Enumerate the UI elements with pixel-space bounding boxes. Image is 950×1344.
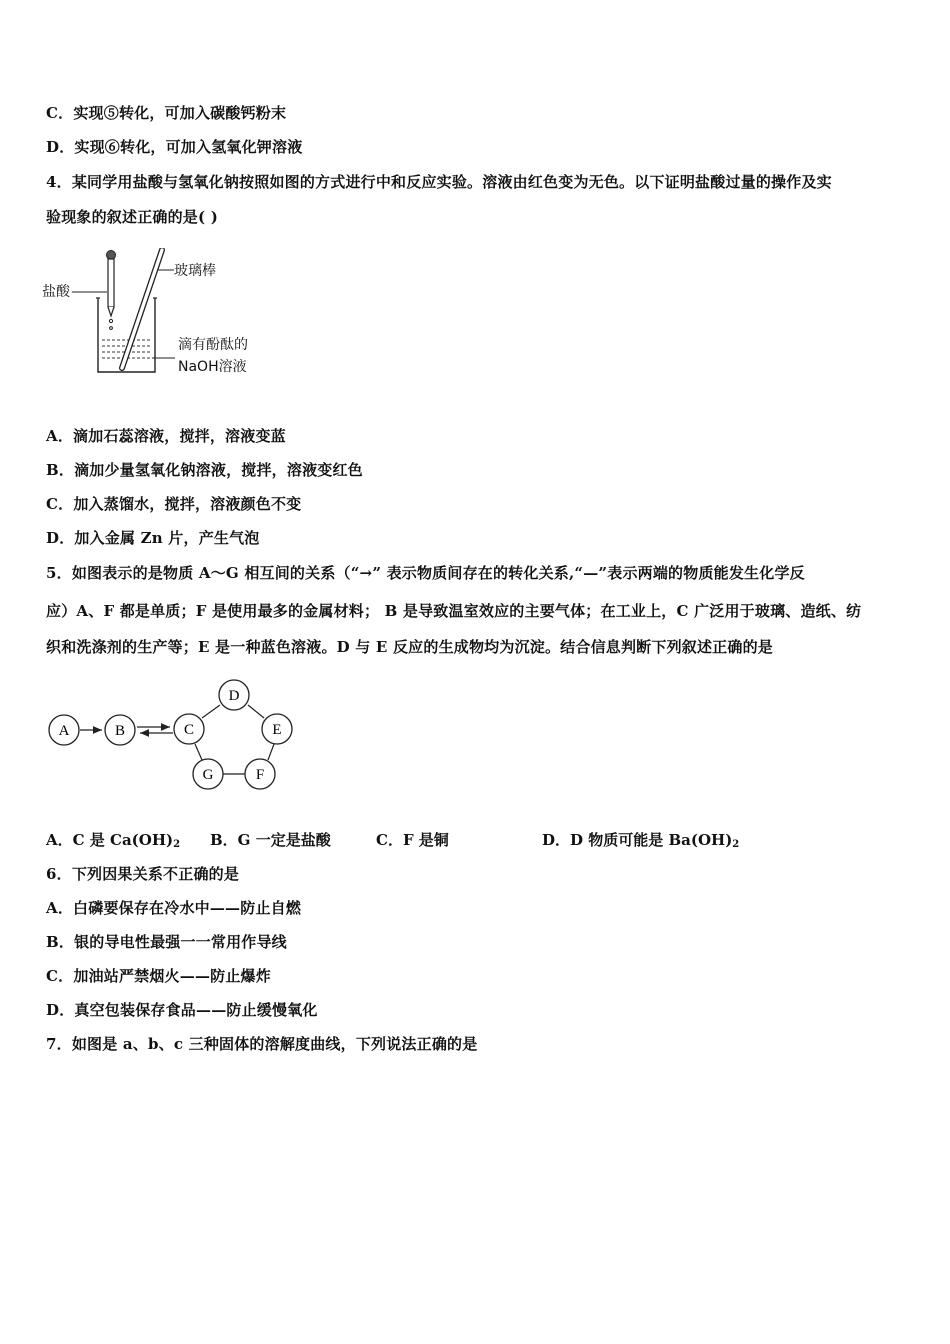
node-d-label: D xyxy=(228,688,240,704)
q7-stem: 7．如图是 a、b、c 三种固体的溶解度曲线，下列说法正确的是 xyxy=(46,1035,478,1053)
label-solution-line1: 滴有酚酞的 xyxy=(178,337,248,353)
node-b xyxy=(105,715,135,745)
node-a xyxy=(49,715,79,745)
q5-relation-diagram xyxy=(40,675,310,800)
q4-option-d: D．加入金属 Zn 片，产生气泡 xyxy=(46,529,260,547)
q5-option-a-subscript: 2 xyxy=(173,839,181,850)
dropper-icon xyxy=(107,251,116,330)
q5-stem-line1: 5．如图表示的是物质 A～G 相互间的关系（“→” 表示物质间存在的转化关系,“—”表示两端的物质能发生化学反 xyxy=(46,564,805,582)
q5-stem-line2: 应）A、F 都是单质；F 是使用最多的金属材料； B 是导致温室效应的主要气体；在工业上，C 广泛用于玻璃、造纸、纺 xyxy=(46,602,862,620)
q6-option-b: B．银的导电性最强一一常用作导线 xyxy=(46,933,287,951)
node-g xyxy=(193,759,223,789)
node-a-label: A xyxy=(58,723,70,739)
node-c xyxy=(174,714,204,744)
q5-option-d-text: D．D 物质可能是 Ba(OH) xyxy=(542,831,733,849)
q4-stem-line1: 4．某同学用盐酸与氢氧化钠按照如图的方式进行中和反应实验。溶液由红色变为无色。以下证明盐酸过量的操作及实 xyxy=(46,173,832,191)
edge-c-d xyxy=(202,705,220,718)
node-d xyxy=(219,680,249,710)
node-e-label: E xyxy=(272,722,282,738)
q6-option-d: D．真空包装保存食品——防止缓慢氧化 xyxy=(46,1001,318,1019)
q4-option-a: A．滴加石蕊溶液，搅拌，溶液变蓝 xyxy=(46,427,286,445)
q3-option-d: D．实现⑥转化，可加入氢氧化钾溶液 xyxy=(46,138,303,156)
q5-option-d xyxy=(542,830,739,855)
node-e xyxy=(262,714,292,744)
q5-option-a xyxy=(46,830,180,855)
q4-beaker-figure xyxy=(40,248,280,383)
q6-option-a: A．白磷要保存在冷水中——防止自燃 xyxy=(46,899,302,917)
node-g-label: G xyxy=(202,767,214,783)
q5-option-b: B．G 一定是盐酸 xyxy=(210,831,331,849)
label-hydrochloric-acid: 盐酸 xyxy=(42,284,70,300)
q4-option-c: C．加入蒸馏水，搅拌，溶液颜色不变 xyxy=(46,495,302,513)
label-glass-rod: 玻璃棒 xyxy=(174,263,216,279)
glass-rod-icon xyxy=(122,250,162,368)
q3-option-c: C．实现⑤转化，可加入碳酸钙粉末 xyxy=(46,104,287,122)
q6-option-c: C．加油站严禁烟火——防止爆炸 xyxy=(46,967,271,985)
q5-option-a-text: A．C 是 Ca(OH) xyxy=(46,831,174,849)
q5-option-c: C．F 是铜 xyxy=(376,831,449,849)
q5-option-d-subscript: 2 xyxy=(732,839,740,850)
node-b-label: B xyxy=(114,723,126,739)
label-solution-line2: NaOH溶液 xyxy=(178,359,247,375)
edge-e-f xyxy=(268,744,274,760)
q4-stem-line2: 验现象的叙述正确的是( ) xyxy=(46,208,219,226)
edge-d-e xyxy=(248,705,264,718)
q4-option-b: B．滴加少量氢氧化钠溶液，搅拌，溶液变红色 xyxy=(46,461,363,479)
node-f xyxy=(245,759,275,789)
node-c-label: C xyxy=(183,722,195,738)
node-f-label: F xyxy=(255,767,265,783)
q6-stem: 6．下列因果关系不正确的是 xyxy=(46,865,240,883)
q5-stem-line3: 织和洗涤剂的生产等；E 是一种蓝色溶液。D 与 E 反应的生成物均为沉淀。结合信息判断下列叙述正确的是 xyxy=(46,638,773,656)
edge-c-g xyxy=(195,744,202,760)
